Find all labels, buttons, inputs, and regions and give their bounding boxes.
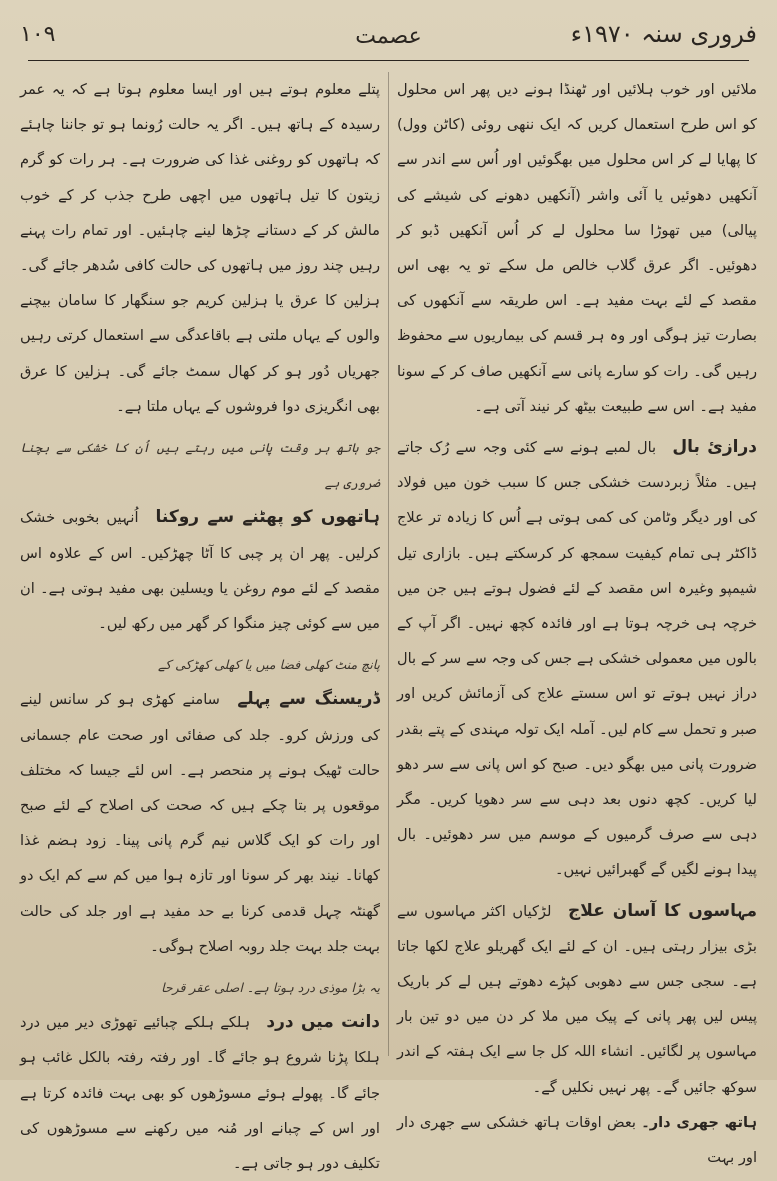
section-note-before-dressing: پانچ منٹ کھلی فضا میں یا کھلی کھڑکی کے [157, 657, 380, 673]
section-hair-length [397, 430, 757, 888]
section-heading-hands-cracking: ہاتھوں کو پھٹنے سے روکنا [155, 507, 380, 528]
section-toothache [20, 970, 380, 1181]
section-text-pimples: لڑکیاں اکثر مہاسوں سے بڑی بیزار رہتی ہیں۔ ان کے لئے ایک گھریلو علاج لکھا جاتا ہے۔ سجی جس سے دھوبی کپڑے دھوتے ہیں لے کر باریک پیس لیں پھر پانی کے پیک میں ملا کر دن میں دو تین بار مہاسوں پر لگائیں۔ انشاء اللہ کل جا سے ایک ہفتہ کے اندر سوکھ جائیں گے۔ پھر نہیں نکلیں گے۔ [397, 902, 757, 1096]
right-column [397, 72, 758, 1167]
section-heading-toothache: دانت میں درد [266, 1012, 381, 1033]
section-note-toothache: یہ بڑا موذی درد ہوتا ہے۔ اصلی عقر قرحا [161, 980, 380, 996]
section-text-hands-cracking: اُنہیں بخوبی خشک کرلیں۔ پھر ان پر چبی کا آٹا چھڑکیں۔ اس کے علاوہ اس مقصد کے لئے موم روغن یا ویسلین بھی مفید ہوتی ہے۔ ان میں سے کوئی چیز منگوا کر گھر میں رکھ لیں۔ [20, 509, 380, 633]
section-hands-cracking [20, 430, 380, 641]
section-text-wrinkled-hands: بعض اوقات ہاتھ خشکی سے جھری دار اور بہت [397, 1113, 757, 1167]
section-note-hands-cracking: جو ہاتھ ہر وقت پانی میں رہتے ہیں اُن کا خشکی سے بچنا ضروری ہے [20, 440, 380, 491]
header-rule [28, 60, 749, 61]
section-pimples [397, 894, 757, 1105]
section-heading-before-dressing: ڈریسنگ سے پہلے [237, 689, 381, 710]
column-divider [388, 72, 389, 1056]
page-header [20, 18, 757, 66]
paragraph-eye-wash: ملائیں اور خوب ہلائیں اور ٹھنڈا ہونے دیں پھر اس محلول کو اس طرح استعمال کریں کہ ایک ننھی روئی (کاٹن وول) کا پھایا لے کر اس محلول میں بھگوئیں اور اُس سے اندر سے آنکھیں دھوئیں یا آئی واشر (آنکھیں دھونے کی شیشے کی پیالی) میں تھوڑا سا محلول لے کر اُس آنکھیں ڈبو کر دھوئیں۔ اگر عرق گلاب خالص مل سکے تو یہ بھی اس مقصد کے لئے بہت مفید ہے۔ اس طریقہ سے آنکھوں کی بصارت تیز ہوگی اور وہ ہر قسم کی بیماریوں سے محفوظ رہیں گی۔ رات کو سارے پانی سے آنکھیں صاف کر کے سونا مفید ہے۔ اس سے طبیعت بیٹھ کر نیند آتی ہے۔ [397, 81, 757, 415]
section-text-before-dressing: سامنے کھڑی ہو کر سانس لینے کی ورزش کرو۔ جلد کی صفائی اور صحت عام جسمانی حالت ٹھیک ہونے پر منحصر ہے۔ اس لئے جیسا کہ مختلف موقعوں پر بتا چکے ہیں کہ صحت کی اصلاح کے لئے صبح اور رات کو ایک گلاس نیم گرم پانی پینا۔ زود ہضم غذا کھانا۔ نیند بھر کر سونا اور تازہ ہوا میں کم سے کم ایک دو گھنٹہ چہل قدمی کرنا بے حد مفید ہے اور جلد کی حالت بہت جلد بہت جلد روبہ اصلاح ہوگی۔ [20, 691, 380, 955]
section-text-hair: بال لمبے ہونے سے کئی وجہ سے رُک جاتے ہیں۔ مثلاً زبردست خشکی جس کا سبب خون میں فولاد کی اور دیگر وٹامن کی کمی ہوتی ہے اُس کا زیادہ تر علاج ڈاکٹر ہی تمام کیفیت سمجھ کر کرسکتے ہیں۔ بازاری تیل شیمپو وغیرہ اس مقصد کے لئے فضول ہوتے ہیں جن میں خرچہ ہی خرچہ ہوتا ہے اور فائدہ کچھ نہیں۔ اگر آپ کے بالوں میں معمولی خشکی ہے جس کی وجہ سے سر کے بال دراز نہیں ہوتے تو اس سستے علاج کی آزمائش کریں اور صبر و تحمل سے کام لیں۔ آملہ ایک تولہ مہندی کے پتے بقدر ضرورت پانی میں بھگو دیں۔ صبح کو اس پانی سے سر دھو لیا کریں۔ کچھ دنوں بعد دہی سے سر دھویا کریں۔ مگر دہی سے صرف گرمیوں کے موسم میں سر دھوئیں۔ بال پیدا ہونے لگیں گے گھبرائیں نہیں۔ [397, 439, 757, 879]
paragraph-hand-care: پتلے معلوم ہوتے ہیں اور ایسا معلوم ہوتا ہے کہ یہ عمر رسیدہ کے ہاتھ ہیں۔ اگر یہ حالت رُونما ہو تو جاننا چاہئے کہ ہاتھوں کو روغنی غذا کی ضرورت ہے۔ ہر رات کو گرم زیتون کا تیل ہاتھوں میں اچھی طرح جذب کر کے خوب مالش کر کے دستانے چڑھا لینے چاہئیں۔ اور تمام رات پہنے رہیں چند روز میں ہاتھوں کی حالت کافی سُدھر جائے گی۔ ہزلین کا عرق یا ہزلین کریم جو سنگھار کا سامان بیچنے والوں کے یہاں ملتی ہے باقاعدگی سے استعمال کرتی رہیں جھریاں دُور ہو کر کھال سمٹ جائے گی۔ ہزلین کا عرق بھی انگریزی دوا فروشوں کے یہاں ملتا ہے۔ [20, 81, 380, 415]
section-heading-hair: درازئ بال [672, 437, 758, 458]
section-wrinkled-hands [397, 1105, 757, 1175]
issue-date: فروری سنہ ۱۹۷۰ء [570, 20, 757, 48]
section-lead-wrinkled-hands: ہاتھ جھری دار۔ [641, 1113, 758, 1131]
section-before-dressing [20, 647, 380, 964]
section-text-toothache: ہلکے ہلکے چبائیے تھوڑی دیر میں درد ہلکا پڑنا شروع ہو جائے گا۔ اور رفتہ رفتہ بالکل غائب ہو جائے گا۔ پھولے ہوئے مسوڑھوں کو بھی بہت فائدہ کرتا ہے اور اس کے چبانے اور مُنہ میں رکھنے سے مسوڑھوں کی تکلیف دور ہو جاتی ہے۔ [20, 1014, 380, 1173]
left-column [20, 72, 381, 1173]
journal-name: عصمت [355, 24, 422, 49]
page-number: ١٠٩ [20, 22, 56, 47]
section-heading-pimples: مہاسوں کا آسان علاج [568, 900, 757, 921]
